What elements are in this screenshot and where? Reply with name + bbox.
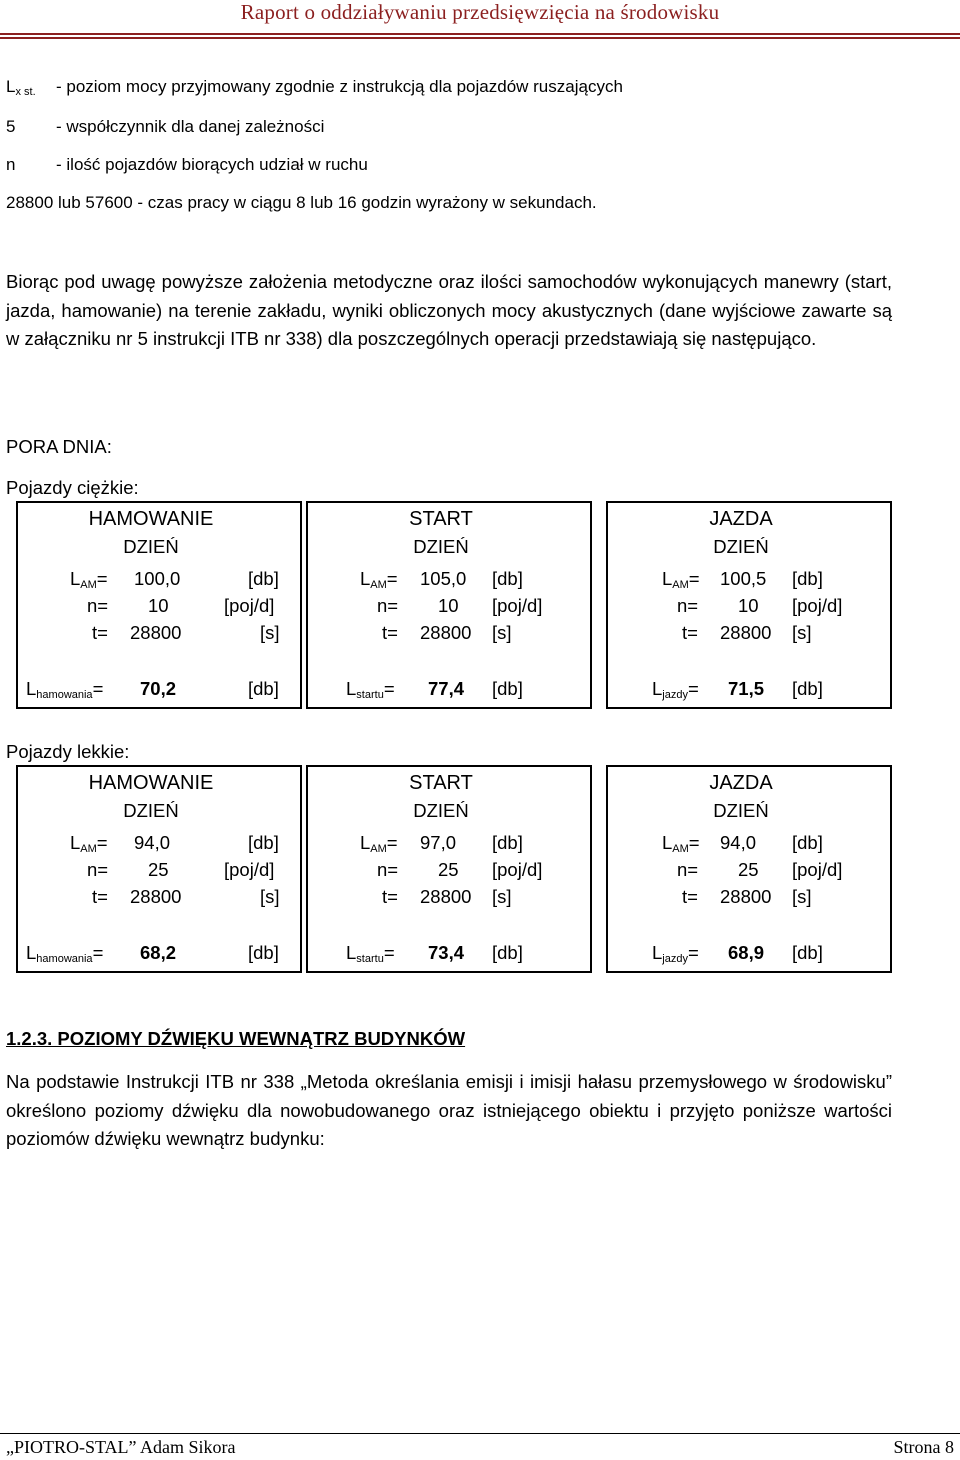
result-subscript: hamowania bbox=[36, 689, 93, 701]
time-value: 28800 bbox=[720, 622, 772, 643]
section-paragraph: Na podstawie Instrukcji ITB nr 338 „Metoda określania emisji i imisji hałasu przemysłowego w środowisku” określono poziomy dźwięku dla nowobudowanego oraz istniejącego obiektu i przyjęto poniższe wartości poziomów dźwięku wewnątrz budynku: bbox=[6, 1071, 892, 1149]
footer-company: „PIOTRO-STAL” Adam Sikora bbox=[6, 1437, 236, 1457]
time-unit: [s] bbox=[260, 622, 280, 643]
lam-value: 100,5 bbox=[720, 568, 767, 589]
lam-equals: = bbox=[96, 568, 108, 589]
result-symbol: L bbox=[346, 942, 357, 963]
result-row bbox=[16, 678, 286, 704]
result-unit: [db] bbox=[248, 678, 279, 699]
lam-equals: = bbox=[688, 568, 700, 589]
definition-text: - ilość pojazdów biorących udział w ruchu bbox=[56, 155, 368, 174]
intro-paragraph: Biorąc pod uwagę powyższe założenia metodyczne oraz ilości samochodów wykonujących manewry (start, jazda, hamowanie) na terenie zakładu, wyniki obliczonych mocy akustycznych (dane wyjściowe zawarte są w załączniku nr 5 instrukcji ITB nr 338) dla poszczególnych operacji przedstawiają się następująco. bbox=[6, 271, 892, 349]
definition-symbol: 5 bbox=[6, 117, 16, 136]
result-subscript: hamowania bbox=[36, 953, 93, 965]
count-unit: [poj/d] bbox=[792, 595, 843, 616]
count-label: n= bbox=[87, 595, 109, 616]
lam-label bbox=[70, 832, 108, 855]
time-label: t= bbox=[92, 886, 108, 907]
period-label: DZIEŃ bbox=[713, 536, 769, 557]
lam-value: 94,0 bbox=[134, 832, 171, 853]
lam-unit: [db] bbox=[492, 832, 523, 853]
count-label: n= bbox=[377, 595, 399, 616]
time-row bbox=[306, 886, 576, 912]
result-label bbox=[652, 942, 699, 965]
operation-title: HAMOWANIE bbox=[88, 772, 214, 794]
header-rule-top bbox=[0, 33, 960, 35]
time-value: 28800 bbox=[420, 886, 472, 907]
lam-unit: [db] bbox=[492, 568, 523, 589]
lam-unit: [db] bbox=[248, 832, 279, 853]
result-unit: [db] bbox=[792, 678, 823, 699]
lam-symbol: L bbox=[360, 832, 371, 853]
count-value: 10 bbox=[438, 595, 459, 616]
lam-subscript: AM bbox=[370, 843, 387, 855]
footer-rule bbox=[0, 1433, 960, 1434]
period-label: DZIEŃ bbox=[123, 800, 179, 821]
result-label bbox=[346, 678, 395, 701]
page-header-title: Raport o oddziaływaniu przedsięwzięcia na środowisku bbox=[240, 0, 720, 24]
definition-n bbox=[6, 155, 368, 175]
time-row bbox=[16, 886, 286, 912]
lam-symbol: L bbox=[70, 568, 81, 589]
count-row bbox=[306, 859, 576, 885]
lam-label bbox=[662, 568, 700, 591]
period-label: DZIEŃ bbox=[123, 536, 179, 557]
definition-5 bbox=[6, 117, 324, 137]
lam-subscript: AM bbox=[672, 579, 689, 591]
lam-unit: [db] bbox=[792, 568, 823, 589]
count-value: 25 bbox=[438, 859, 459, 880]
time-value: 28800 bbox=[130, 622, 182, 643]
operation-title: START bbox=[409, 508, 473, 530]
count-label: n= bbox=[677, 859, 699, 880]
count-value: 25 bbox=[148, 859, 169, 880]
count-row bbox=[16, 595, 286, 621]
operation-title: START bbox=[409, 772, 473, 794]
result-row bbox=[306, 678, 576, 704]
lam-row bbox=[16, 832, 286, 858]
result-value: 77,4 bbox=[428, 678, 465, 699]
operation-title: JAZDA bbox=[709, 508, 773, 530]
lam-value: 105,0 bbox=[420, 568, 467, 589]
lam-equals: = bbox=[688, 832, 700, 853]
period-label: DZIEŃ bbox=[413, 800, 469, 821]
count-unit: [poj/d] bbox=[492, 595, 543, 616]
count-value: 25 bbox=[738, 859, 759, 880]
period-label: DZIEŃ bbox=[713, 800, 769, 821]
result-unit: [db] bbox=[792, 942, 823, 963]
result-unit: [db] bbox=[248, 942, 279, 963]
header-rule-bottom bbox=[0, 37, 960, 39]
count-unit: [poj/d] bbox=[224, 859, 275, 880]
result-equals: = bbox=[383, 942, 395, 963]
time-row bbox=[306, 622, 576, 648]
footer-page-number: Strona 8 bbox=[893, 1437, 954, 1457]
result-symbol: L bbox=[652, 942, 663, 963]
time-row bbox=[606, 886, 876, 912]
result-value: 71,5 bbox=[728, 678, 765, 699]
result-subscript: jazdy bbox=[662, 953, 688, 965]
time-row bbox=[606, 622, 876, 648]
operation-title: HAMOWANIE bbox=[88, 508, 214, 530]
time-label: t= bbox=[682, 886, 698, 907]
count-label: n= bbox=[677, 595, 699, 616]
count-row bbox=[606, 859, 876, 885]
count-label: n= bbox=[87, 859, 109, 880]
lam-symbol: L bbox=[662, 568, 673, 589]
lam-value: 100,0 bbox=[134, 568, 181, 589]
time-unit: [s] bbox=[260, 886, 280, 907]
result-symbol: L bbox=[652, 678, 663, 699]
lam-value: 97,0 bbox=[420, 832, 457, 853]
result-row bbox=[606, 942, 876, 968]
lam-symbol: L bbox=[360, 568, 371, 589]
time-value: 28800 bbox=[720, 886, 772, 907]
lam-subscript: AM bbox=[370, 579, 387, 591]
time-label: t= bbox=[382, 886, 398, 907]
definition-lx-st bbox=[6, 77, 623, 98]
lam-row bbox=[16, 568, 286, 594]
time-unit: [s] bbox=[492, 622, 512, 643]
result-equals: = bbox=[383, 678, 395, 699]
lam-row bbox=[606, 568, 876, 594]
time-label: t= bbox=[92, 622, 108, 643]
result-value: 68,9 bbox=[728, 942, 765, 963]
lam-equals: = bbox=[386, 832, 398, 853]
lam-subscript: AM bbox=[672, 843, 689, 855]
lam-value: 94,0 bbox=[720, 832, 757, 853]
result-label bbox=[346, 942, 395, 965]
result-symbol: L bbox=[346, 678, 357, 699]
result-label bbox=[26, 942, 103, 965]
lam-subscript: AM bbox=[80, 843, 97, 855]
lam-unit: [db] bbox=[248, 568, 279, 589]
definition-symbol: n bbox=[6, 155, 16, 174]
lam-subscript: AM bbox=[80, 579, 97, 591]
time-unit: [s] bbox=[792, 886, 812, 907]
time-unit: [s] bbox=[492, 886, 512, 907]
count-row bbox=[16, 859, 286, 885]
count-value: 10 bbox=[738, 595, 759, 616]
result-row bbox=[606, 678, 876, 704]
lam-unit: [db] bbox=[792, 832, 823, 853]
lam-row bbox=[306, 568, 576, 594]
light-vehicles-heading: Pojazdy lekkie: bbox=[6, 741, 130, 762]
definition-text: 28800 lub 57600 - czas pracy w ciągu 8 lub 16 godzin wyrażony w sekundach. bbox=[6, 193, 597, 212]
result-label bbox=[652, 678, 699, 701]
result-unit: [db] bbox=[492, 678, 523, 699]
time-value: 28800 bbox=[420, 622, 472, 643]
result-label bbox=[26, 678, 103, 701]
result-equals: = bbox=[687, 942, 699, 963]
time-label: t= bbox=[382, 622, 398, 643]
lam-label bbox=[70, 568, 108, 591]
result-symbol: L bbox=[26, 942, 37, 963]
period-label: DZIEŃ bbox=[413, 536, 469, 557]
result-unit: [db] bbox=[492, 942, 523, 963]
result-subscript: startu bbox=[356, 689, 384, 701]
result-symbol: L bbox=[26, 678, 37, 699]
lam-row bbox=[306, 832, 576, 858]
count-unit: [poj/d] bbox=[792, 859, 843, 880]
operation-title: JAZDA bbox=[709, 772, 773, 794]
result-equals: = bbox=[92, 678, 104, 699]
section-heading: 1.2.3. POZIOMY DŹWIĘKU WEWNĄTRZ BUDYNKÓW bbox=[6, 1028, 466, 1049]
count-unit: [poj/d] bbox=[492, 859, 543, 880]
definition-time bbox=[6, 193, 597, 213]
result-subscript: startu bbox=[356, 953, 384, 965]
count-unit: [poj/d] bbox=[224, 595, 275, 616]
result-value: 70,2 bbox=[140, 678, 177, 699]
time-unit: [s] bbox=[792, 622, 812, 643]
result-row bbox=[16, 942, 286, 968]
count-row bbox=[306, 595, 576, 621]
heavy-vehicles-heading: Pojazdy ciężkie: bbox=[6, 477, 139, 498]
lam-label bbox=[360, 832, 398, 855]
result-equals: = bbox=[687, 678, 699, 699]
lam-equals: = bbox=[386, 568, 398, 589]
time-row bbox=[16, 622, 286, 648]
time-label: t= bbox=[682, 622, 698, 643]
count-row bbox=[606, 595, 876, 621]
time-of-day-heading: PORA DNIA: bbox=[6, 436, 112, 457]
result-value: 73,4 bbox=[428, 942, 465, 963]
lam-label bbox=[360, 568, 398, 591]
lam-equals: = bbox=[96, 832, 108, 853]
count-label: n= bbox=[377, 859, 399, 880]
time-value: 28800 bbox=[130, 886, 182, 907]
result-subscript: jazdy bbox=[662, 689, 688, 701]
definition-text: - współczynnik dla danej zależności bbox=[56, 117, 325, 136]
lam-symbol: L bbox=[70, 832, 81, 853]
definition-symbol: $L_{x st.}$ bbox=[6, 77, 36, 98]
result-row bbox=[306, 942, 576, 968]
result-equals: = bbox=[92, 942, 104, 963]
lam-symbol: L bbox=[662, 832, 673, 853]
lam-label bbox=[662, 832, 700, 855]
lam-row bbox=[606, 832, 876, 858]
definition-text: - poziom mocy przyjmowany zgodnie z instrukcją dla pojazdów ruszających bbox=[56, 77, 623, 96]
count-value: 10 bbox=[148, 595, 169, 616]
result-value: 68,2 bbox=[140, 942, 177, 963]
